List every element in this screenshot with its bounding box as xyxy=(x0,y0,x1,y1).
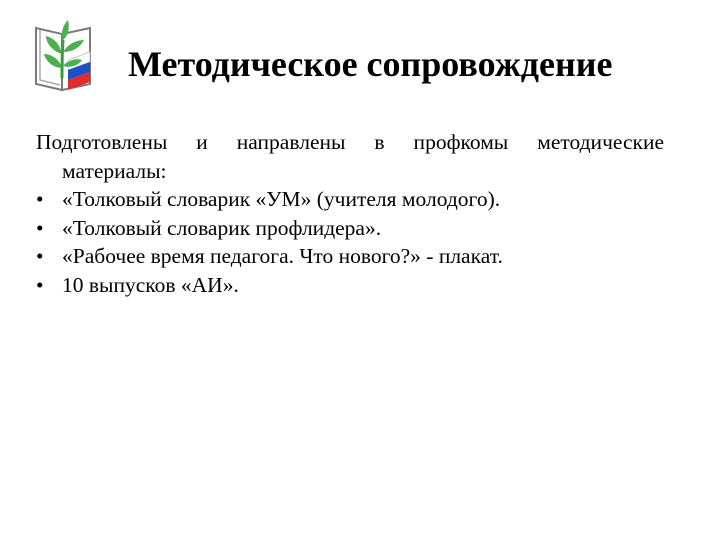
list-item xyxy=(36,214,664,243)
slide-body xyxy=(36,128,664,299)
intro-text: Подготовлены и направлены в профкомы методические xyxy=(36,130,664,154)
bullet-icon: • xyxy=(36,272,44,297)
list-item xyxy=(36,271,664,300)
bullet-icon: • xyxy=(36,187,44,211)
list-item xyxy=(36,242,664,271)
list-item-text: 10 выпусков «АИ». xyxy=(62,272,239,297)
intro-text-continued: материалы: xyxy=(62,158,167,183)
trade-union-emblem-icon xyxy=(32,18,102,94)
list-item xyxy=(36,185,664,214)
list-item-text: «Толковый словарик профлидера». xyxy=(62,215,382,240)
list-item-text: «Рабочее время педагога. Что нового?» - плакат. xyxy=(62,244,503,268)
list-item-text: «Толковый словарик «УМ» (учителя молодого). xyxy=(62,187,501,211)
bullet-icon: • xyxy=(36,215,44,240)
bullet-icon: • xyxy=(36,244,44,268)
materials-list xyxy=(36,185,664,299)
slide-title: Методическое сопровождение xyxy=(128,44,613,84)
